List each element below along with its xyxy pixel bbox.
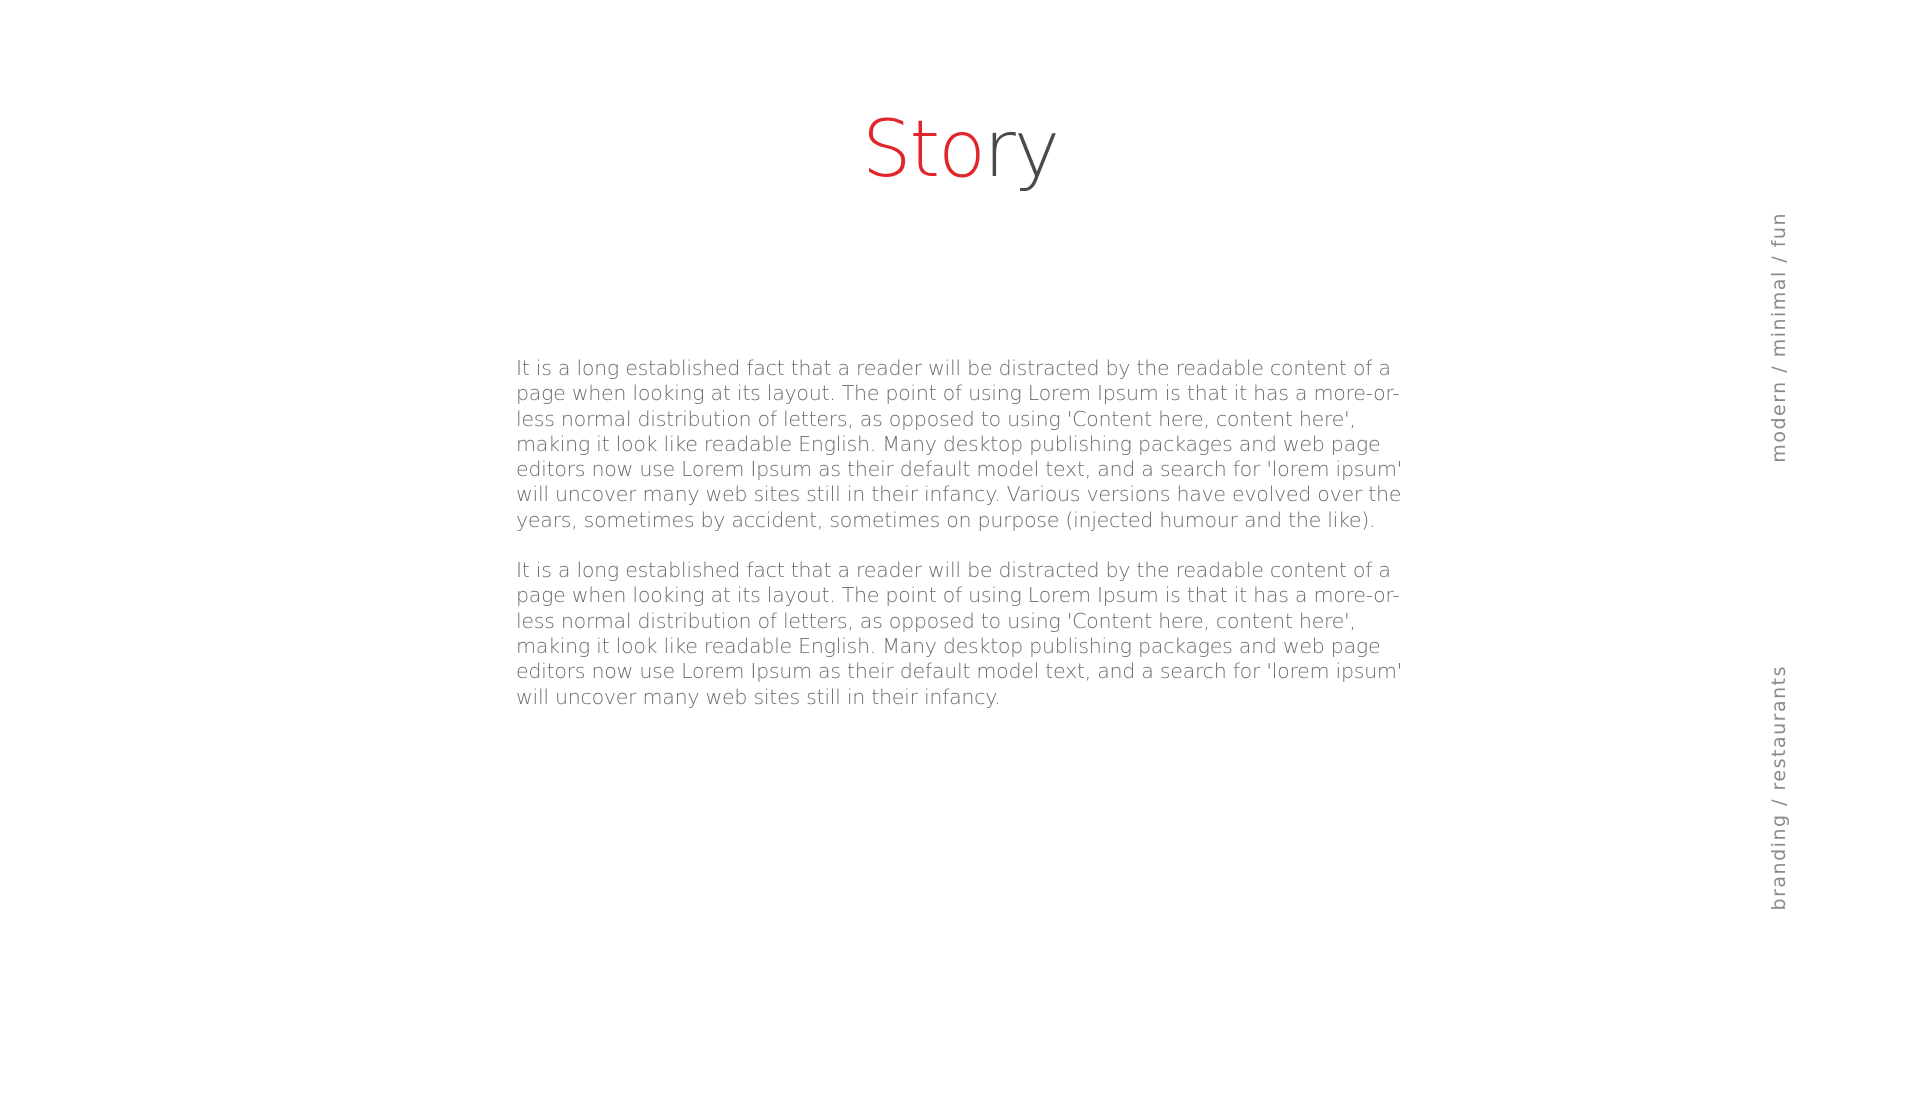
- story-paragraph-1: It is a long established fact that a reader will be distracted by the readable content of a page when looking at its layout. The point of using Lorem Ipsum is that it has a more-or-less normal distribution of letters, as opposed to using 'Content here, content here', making it look like readable English. Many desktop publishing packages and web page editors now use Lorem Ipsum as their default model text, and a search for 'lorem ipsum' will uncover many web sites still in their infancy. Various versions have evolved over the years, sometimes by accident, sometimes on purpose (injected humour and the like).: [516, 356, 1403, 532]
- side-tags-category: branding / restaurants: [1768, 665, 1790, 911]
- page-title-rest: ry: [983, 105, 1059, 195]
- page-title-accent: Sto: [861, 105, 984, 195]
- story-content: [516, 356, 1412, 735]
- page-title: [0, 100, 1920, 200]
- side-tags-style: modern / minimal / fun: [1768, 212, 1790, 463]
- story-paragraph-2: It is a long established fact that a reader will be distracted by the readable content of a page when looking at its layout. The point of using Lorem Ipsum is that it has a more-or-less normal distribution of letters, as opposed to using 'Content here, content here', making it look like readable English. Many desktop publishing packages and web page editors now use Lorem Ipsum as their default model text, and a search for 'lorem ipsum' will uncover many web sites still in their infancy.: [516, 558, 1403, 709]
